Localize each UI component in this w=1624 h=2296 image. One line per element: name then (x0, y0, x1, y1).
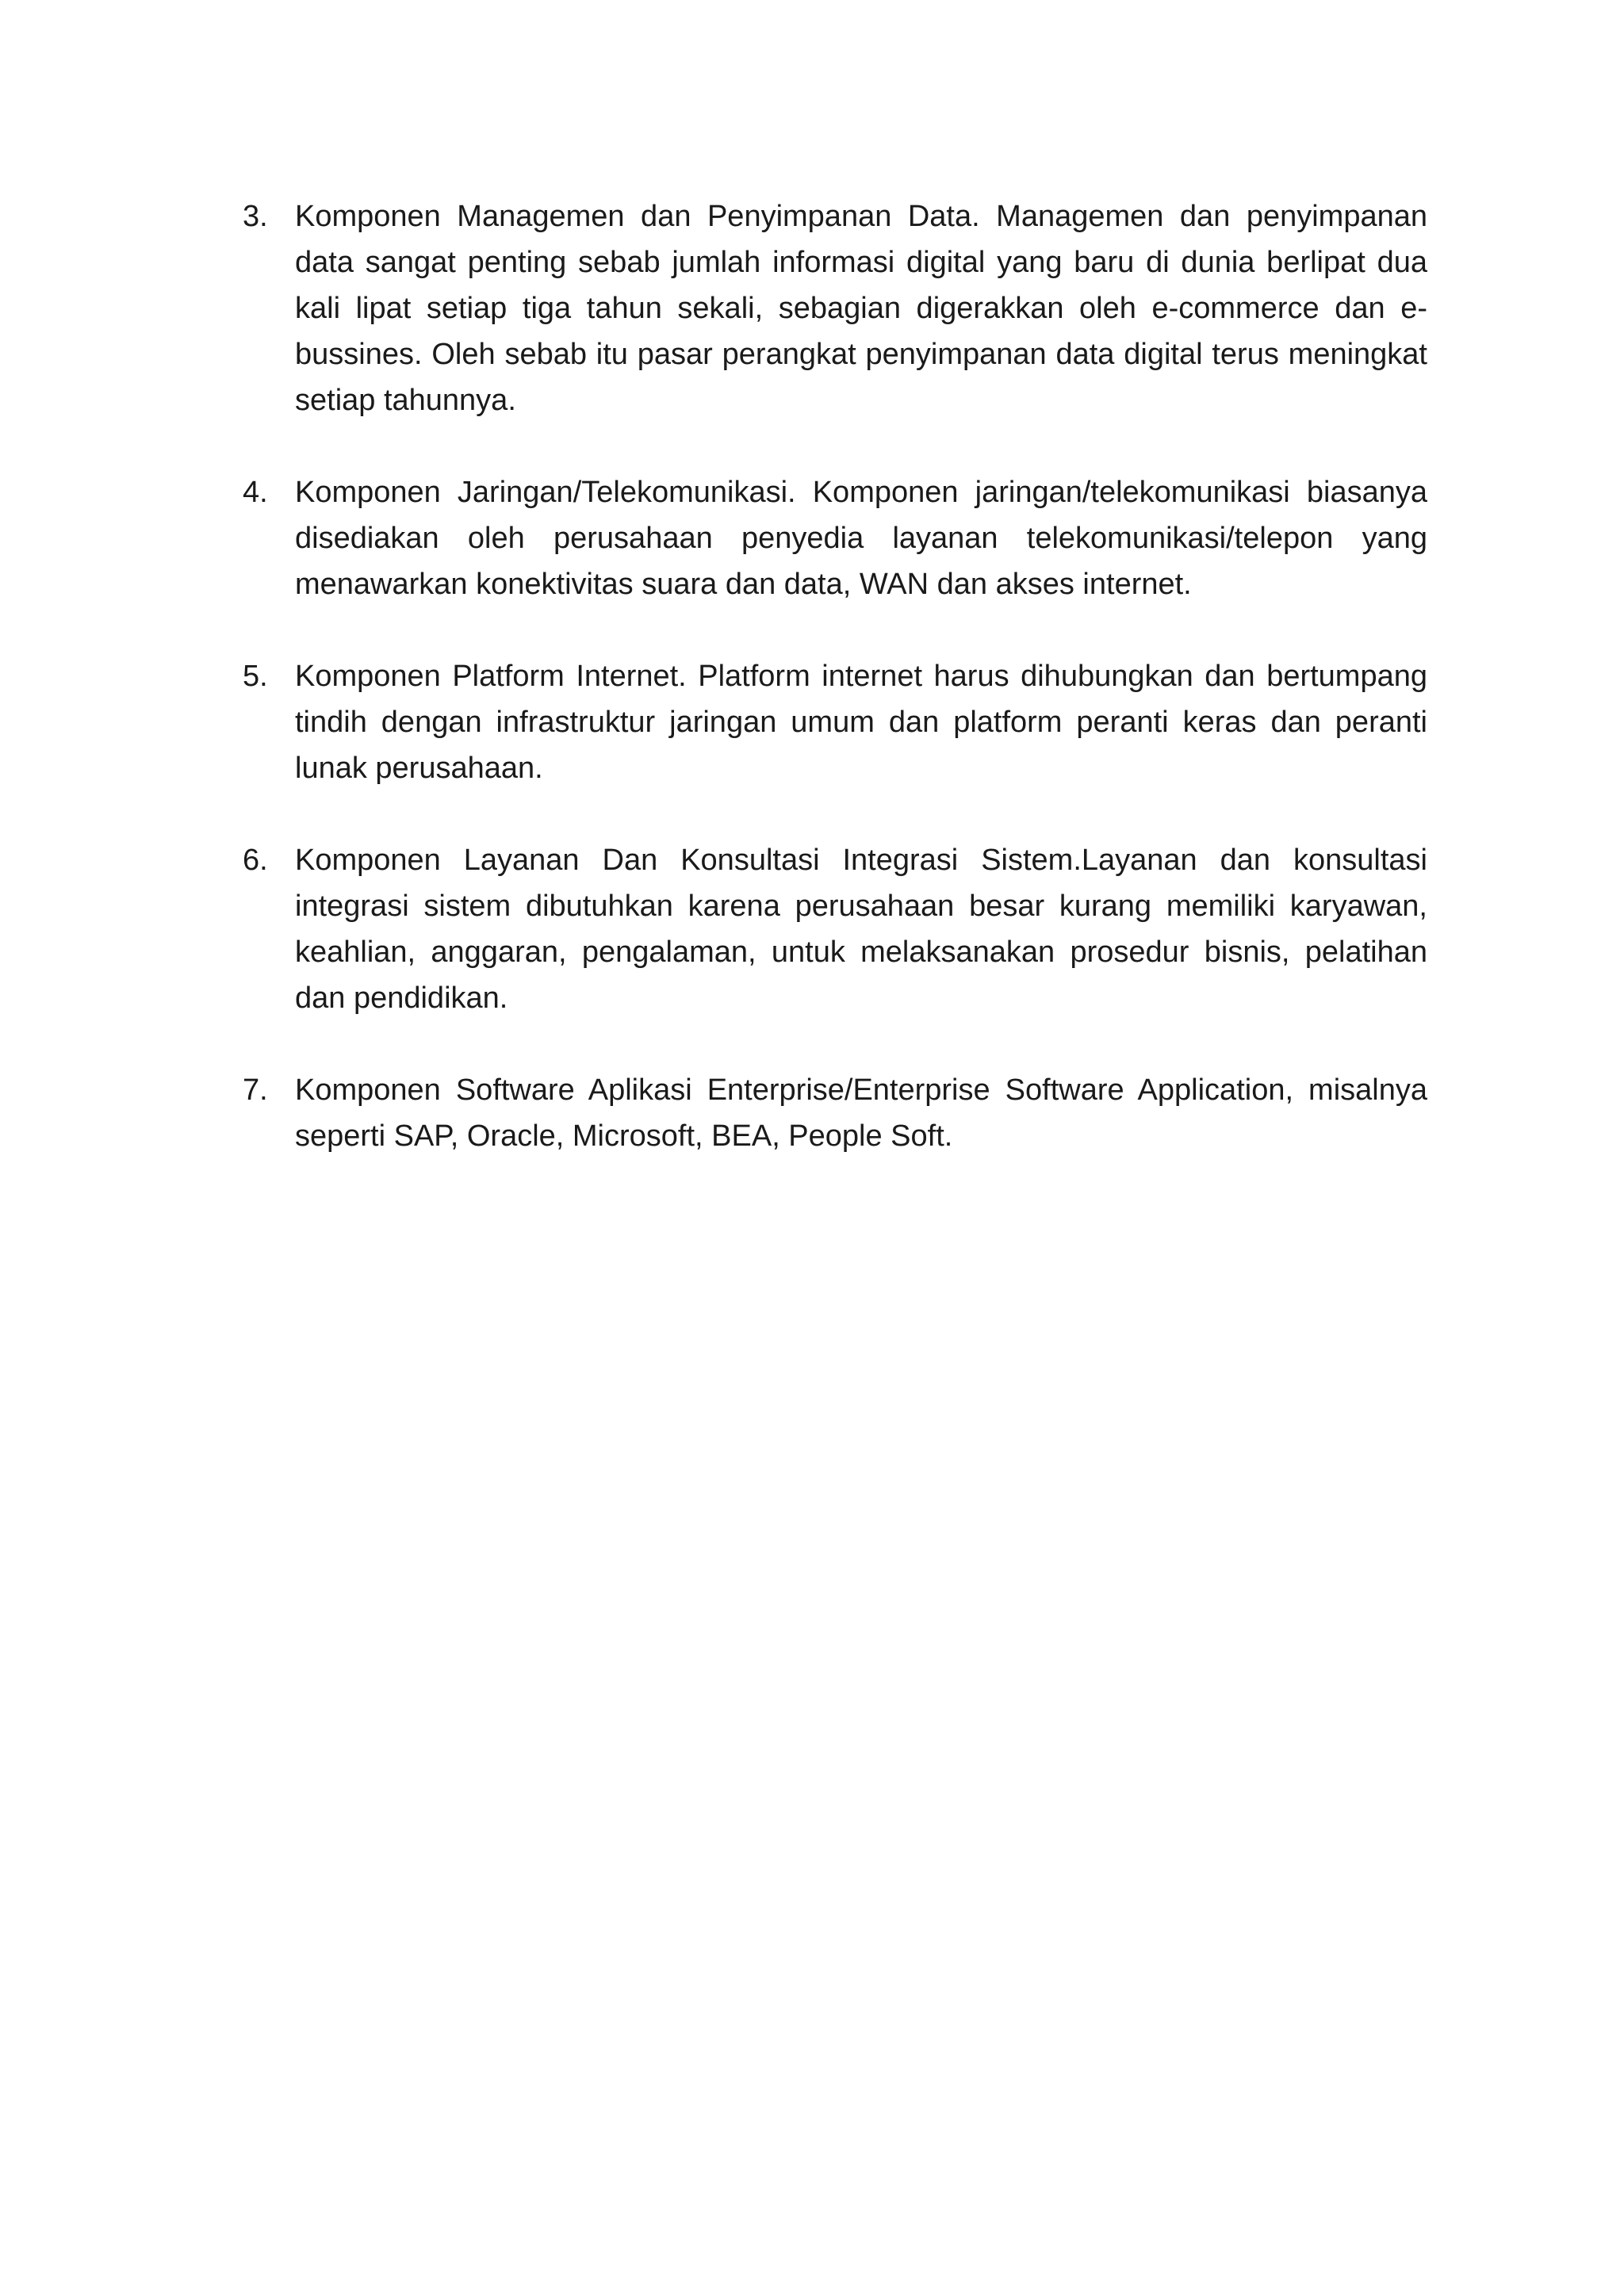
list-item-number: 4. (243, 476, 268, 509)
list-item-text: Komponen Layanan Dan Konsultasi Integrasi Sistem.Layanan dan konsultasi integrasi sistem dibutuhkan karena perusahaan besar kurang memiliki karyawan, keahlian, anggaran, pengalaman, untuk melaksanakan prosedur bisnis, pelatihan dan pendidikan. (295, 844, 1427, 1015)
list-item-text: Komponen Software Aplikasi Enterprise/Enterprise Software Application, misalnya seperti SAP, Oracle, Microsoft, BEA, People Soft. (295, 1073, 1427, 1153)
list-item-5 (243, 653, 1427, 791)
list-item-3 (243, 193, 1427, 423)
list-item-text: Komponen Platform Internet. Platform internet harus dihubungkan dan bertumpang tindih dengan infrastruktur jaringan umum dan platform peranti keras dan peranti lunak perusahaan. (295, 660, 1427, 785)
list-item-number: 5. (243, 660, 268, 693)
numbered-list (243, 193, 1427, 1205)
list-item-text: Komponen Managemen dan Penyimpanan Data. Managemen dan penyimpanan data sangat penting sebab jumlah informasi digital yang baru di dunia berlipat dua kali lipat setiap tiga tahun sekali, sebagian digerakkan oleh e-commerce dan e-bussines. Oleh sebab itu pasar perangkat penyimpanan data digital terus meningkat setiap tahunnya. (295, 200, 1427, 417)
list-item-number: 3. (243, 200, 268, 233)
list-item-number: 7. (243, 1073, 268, 1107)
list-item-7 (243, 1067, 1427, 1159)
list-item-text: Komponen Jaringan/Telekomunikasi. Komponen jaringan/telekomunikasi biasanya disediakan oleh perusahaan penyedia layanan telekomunikasi/telepon yang menawarkan konektivitas suara dan data, WAN dan akses internet. (295, 476, 1427, 601)
list-item-number: 6. (243, 844, 268, 877)
list-item-6 (243, 837, 1427, 1021)
list-item-4 (243, 469, 1427, 607)
